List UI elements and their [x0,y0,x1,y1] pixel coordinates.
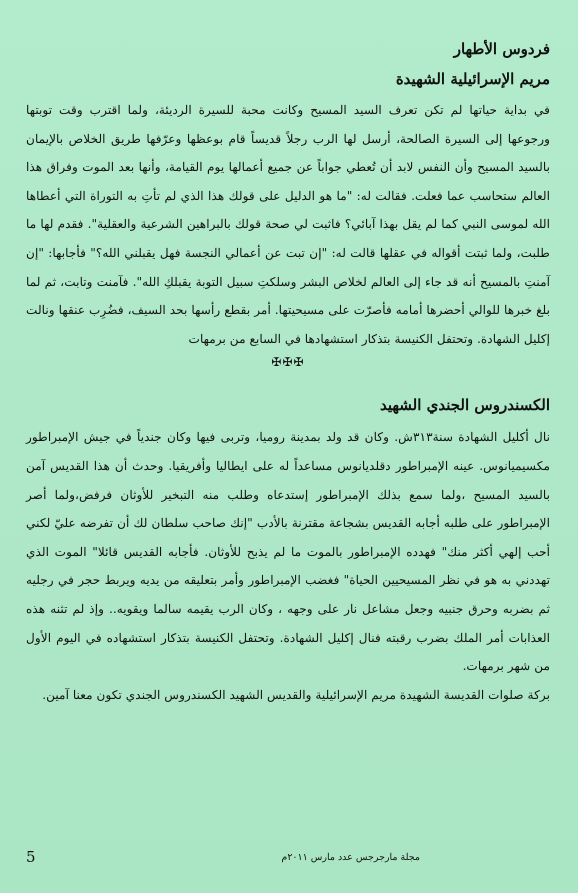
footer-caption: مجلة مارجرجس عدد مارس ٢٠١١م [281,851,420,863]
section-heading-maryam: مريم الإسرائيلية الشهيدة [395,70,550,88]
section-heading-alexandros: الكسندروس الجندي الشهيد [379,396,550,415]
page-content [26,38,550,709]
page-title: فردوس الأطهار [453,40,550,58]
section-body-alexandros: نال أكليل الشهادة سنة٣١٣ش. وكان قد ولد بمدينة روميا، وتربى فيها وكان جندياً في جيش الإمبراطور مكسيميانوس. عينه الإمبراطور دقلديانوس مساعداً له على ايطاليا وأفريقيا. وحدث أن هذا القديس آمن بالسيد المسيح ،ولما سمع بذلك الإمبراطور إستدعاه وطلب منه التبخير للأوثان فرفض،ولما أصر الإمبراطور على طلبه أجابه القديس بشجاعة مقترنة بالأدب "إنك صاحب سلطان لك أن تفرضه عليّ لكني أحب إلهي أكثر منك" فهدده الإمبراطور بالموت ما لم يذبح للأوثان. فأجابه القديس قائلا" الموت الذي تهددني به هو في نظر المسيحيين الحياة" فغضب الإمبراطور وأمر بتعليقه من يديه ويربط حجر في رجليه ثم بضربه وحرق جنبيه وجعل مشاعل نار على وجهه ، وكان الرب يقيمه سالما ويقويه.. وإذ لم تثنه هذه العذابات أمر الملك بضرب رقبته فنال إكليل الشهادة. وتحتفل الكنيسة بتذكار استشهاده في اليوم الأول من شهر برمهات. [26,430,550,674]
section-body-maryam: في بداية حياتها لم تكن تعرف السيد المسيح وكانت محبة للسيرة الرديئة، ولما اقترب وقت توبتها ورجوعها إلى السيرة الصالحة، أرسل لها الرب رجلاً قديساً قام بوعظها وعرّفها طريق الخلاص بالإيمان بالسيد المسيح وأن النفس لابد أن تُعطي جواباً عن جميع أعمالها يوم القيامة، وأنها بعد الموت وفراق هذا العالم ستحاسب عما فعلت. فقالت له: "ما هو الدليل على قولك هذا الذي لم تأتِ به التوراة التي أعطاها الله لموسى النبي كما لم يقل بهذا آبائي؟ فاثبت لي صحة قولك بالبراهين الشرعية والعقلية". فقدم لها ما طلبت، ولما ثبتت أقواله في عقلها قالت له: "إن تبت عن أعمالي النجسة فهل يقبلني الله؟" فأجابها: "إن آمنتِ بالمسيح أنه قد جاء إلى العالم لخلاص البشر وسلكتِ سبيل التوبة يقبلكِ الله". فآمنت وتابت، ثم لما بلغ خبرها للوالي أحضرها أمامه فأصرّت على مسيحيتها. أمر بقطع رأسها بحد السيف، فضُرِب عنقها ونالت إكليل الشهادة. وتحتفل الكنيسة بتذكار استشهادها في السابع من برمهات [26,103,550,346]
closing-blessing: بركة صلوات القديسة الشهيدة مريم الإسرائيلية والقديس الشهيد الكسندروس الجندي تكون معنا آمين. [42,687,550,702]
page-number: 5 [26,848,36,866]
section-maryam [26,68,550,371]
section-alexandros [26,393,550,709]
page-footer [26,848,550,866]
cross-ornament: ✠✠✠ [271,355,305,370]
